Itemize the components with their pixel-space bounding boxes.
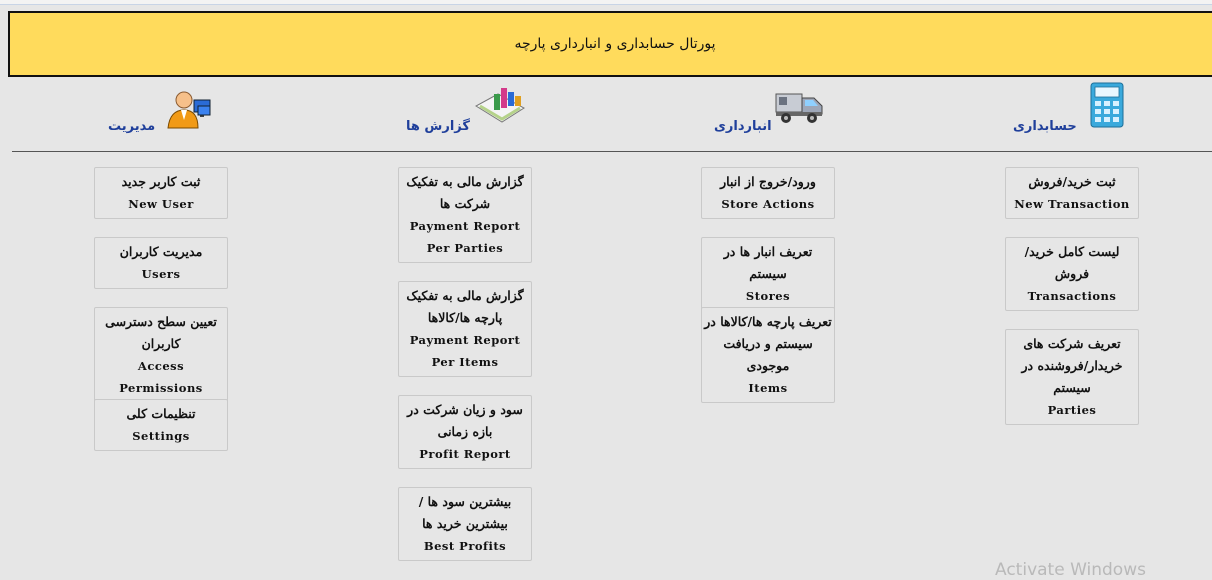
stores-button[interactable]: تعریف انبار ها در سیستم Stores bbox=[701, 237, 835, 311]
new-user-button[interactable]: ثبت کاربر جدید New User bbox=[94, 167, 228, 219]
transactions-button[interactable]: لیست کامل خرید/فروش Transactions bbox=[1005, 237, 1139, 311]
portal-header bbox=[8, 11, 1212, 77]
section-management bbox=[108, 80, 218, 138]
portal-title: پورتال حسابداری و انبارداری پارچه bbox=[514, 36, 716, 52]
access-permissions-button[interactable]: تعیین سطح دسترسی کاربران Access Permissions bbox=[94, 307, 228, 403]
users-button[interactable]: مدیریت کاربران Users bbox=[94, 237, 228, 289]
activate-windows-watermark: Activate Windows bbox=[995, 560, 1146, 580]
section-title-warehouse: انبارداری bbox=[714, 119, 772, 134]
section-reports bbox=[406, 80, 536, 138]
window-top-edge bbox=[0, 0, 1212, 5]
payment-report-per-items-button[interactable]: گزارش مالی به تفکیک پارچه ها/کالاها Payment Report Per Items bbox=[398, 281, 532, 377]
section-title-management: مدیریت bbox=[108, 119, 156, 134]
best-profits-button[interactable]: بیشترین سود ها / بیشترین خرید ها Best Profits bbox=[398, 487, 532, 561]
section-title-reports: گزارش ها bbox=[406, 119, 470, 134]
report-chart-icon bbox=[472, 82, 528, 132]
items-button[interactable]: تعریف پارچه ها/کالاها در سیستم و دریافت موجودی Items bbox=[701, 307, 835, 403]
section-warehouse bbox=[714, 80, 834, 138]
calculator-icon bbox=[1089, 82, 1127, 134]
parties-button[interactable]: تعریف شرکت های خریدار/فروشنده در سیستم Parties bbox=[1005, 329, 1139, 425]
store-actions-button[interactable]: ورود/خروج از انبار Store Actions bbox=[701, 167, 835, 219]
section-title-accounting: حسابداری bbox=[1013, 119, 1077, 134]
payment-report-per-parties-button[interactable]: گزارش مالی به تفکیک شرکت ها Payment Report Per Parties bbox=[398, 167, 532, 263]
settings-button[interactable]: تنظیمات کلی Settings bbox=[94, 399, 228, 451]
truck-icon bbox=[774, 86, 826, 130]
profit-report-button[interactable]: سود و زیان شرکت در بازه زمانی Profit Report bbox=[398, 395, 532, 469]
admin-user-icon bbox=[164, 84, 214, 134]
header-divider bbox=[12, 151, 1212, 152]
new-transaction-button[interactable]: ثبت خرید/فروش New Transaction bbox=[1005, 167, 1139, 219]
section-accounting bbox=[1013, 80, 1129, 138]
